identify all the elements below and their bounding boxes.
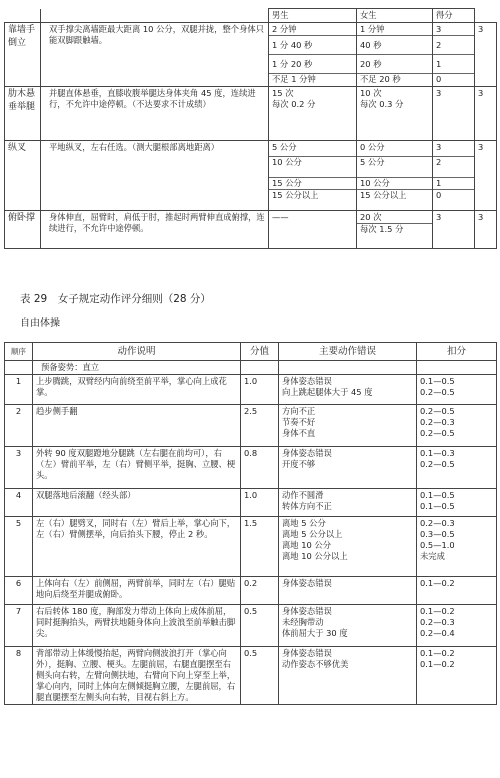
error-item: 身体姿态错误 (282, 606, 332, 616)
female-standard: 不足 20 秒 (360, 74, 401, 84)
free-exercise-label: 自由体操 (20, 318, 60, 329)
deduction-item: 0.1—0.5 (420, 490, 455, 500)
step-value: 1.0 (241, 489, 279, 517)
score-header: 得分 (433, 9, 475, 23)
table-row (5, 577, 497, 605)
row-total: 3 (475, 141, 497, 211)
row-total: 3 (475, 87, 497, 141)
score-value: 3 (433, 211, 475, 249)
error-item: 身体不直 (282, 428, 316, 438)
male-female-scoring-table (4, 8, 497, 249)
female-standard: 每次 0.3 分 (360, 99, 404, 109)
error-item: 方向不正 (282, 406, 316, 416)
step-description: 上步腾跳，双臂经内向前绕至前平举，掌心向上成花掌。 (33, 375, 241, 405)
deduction-item: 0.1—0.2 (420, 606, 455, 616)
male-standard: 15 公分以上 (272, 190, 319, 200)
deduction-item: 未完成 (420, 551, 445, 561)
step-value: 0.5 (241, 605, 279, 647)
female-standard: 20 秒 (357, 55, 432, 74)
deduction-item: 0.1—0.3 (420, 448, 455, 458)
table-row (5, 489, 497, 517)
male-standard: 15 公分 (269, 178, 356, 190)
error-item: 身体姿态错误 (282, 648, 332, 658)
step-value: 0.8 (241, 447, 279, 489)
score-value: 0 (436, 190, 442, 200)
step-value: 1.0 (241, 375, 279, 405)
item-name: 俯卧撑 (5, 211, 41, 249)
error-item: 离地 10 公分以上 (282, 551, 348, 561)
table-29-title: 表 29 女子规定动作评分细则（28 分） (20, 293, 211, 305)
score-value: 3 (433, 24, 474, 36)
step-description: 上体向右（左）前侧屈，两臂前举，同时左（右）腿贴地向后绕至并腿成俯卧。 (33, 577, 241, 605)
score-value: 2 (433, 157, 474, 178)
male-header: 男生 (269, 9, 357, 23)
deduction-item: 0.1—0.2 (420, 648, 455, 658)
table-row (5, 211, 497, 249)
score-value: 3 (433, 87, 475, 141)
deduction-item: 0.2—0.3 (420, 518, 455, 528)
step-value: 0.2 (241, 577, 279, 605)
table-header-row (5, 343, 497, 361)
description-header: 动作说明 (33, 343, 241, 361)
value-header: 分值 (241, 343, 279, 361)
step-description: 趋步侧手翻 (33, 405, 241, 447)
table-row (5, 375, 497, 405)
error-item: 身体姿态错误 (282, 448, 332, 458)
item-name: 纵叉 (5, 141, 41, 211)
male-standard: —— (269, 211, 357, 249)
error-item: 体前屈大于 30 度 (282, 628, 348, 638)
male-standard: 2 分钟 (269, 24, 356, 36)
deduction-item: 0.1—0.2 (417, 577, 497, 605)
errors-header: 主要动作错误 (279, 343, 417, 361)
female-standard: 40 秒 (357, 36, 432, 55)
step-value: 0.5 (241, 647, 279, 705)
deduction-item: 0.2—0.5 (420, 387, 455, 397)
table-row (5, 23, 497, 87)
deduction-header: 扣分 (417, 343, 497, 361)
step-number: 8 (5, 647, 33, 705)
score-value: 1 (433, 178, 474, 190)
female-standard: 10 次 (360, 88, 382, 98)
deduction-item: 0.2—0.5 (420, 428, 455, 438)
step-number: 7 (5, 605, 33, 647)
deduction-item: 0.5—1.0 (420, 540, 455, 550)
male-standard: 每次 0.2 分 (272, 99, 316, 109)
step-description: 背部带动上体缓慢抬起，两臂向侧波浪打开（掌心向外），挺胸、立腰、梗头。左腿前屈，右腿直腿摆至右侧头向右转，左臂向侧扶地，右臂向下向上穿至上举，掌心向内，同时上体向左侧倾挺胸立腰，左腿前屈，右腿直腿摆至左侧头向右转，目视右斜上方。 (33, 647, 241, 705)
prep-posture: 预备姿势：直立 (33, 361, 241, 375)
step-number: 3 (5, 447, 33, 489)
error-item: 离地 5 公分 (282, 518, 326, 528)
item-description: 平地纵叉，左右任选。（测大腿根部离地距离） (41, 141, 269, 211)
step-number: 5 (5, 517, 33, 577)
table-row (5, 87, 497, 141)
step-number: 6 (5, 577, 33, 605)
deduction-item: 0.2—0.4 (420, 628, 455, 638)
step-number: 2 (5, 405, 33, 447)
step-description: 双腿落地后滚翻（经头部） (33, 489, 241, 517)
table-row (5, 647, 497, 705)
male-standard: 5 公分 (269, 142, 356, 157)
deduction-item: 0.1—0.5 (420, 501, 455, 511)
deduction-item: 0.1—0.5 (420, 376, 455, 386)
male-standard: 15 次 (272, 88, 294, 98)
deduction-item: 0.2—0.5 (420, 459, 455, 469)
male-standard: 1 分 20 秒 (269, 55, 356, 74)
female-standard: 1 分钟 (357, 24, 432, 36)
female-standard: 5 公分 (357, 157, 432, 178)
deduction-item: 0.2—0.3 (420, 617, 455, 627)
table-row (5, 605, 497, 647)
score-value: 2 (433, 36, 474, 55)
step-number: 4 (5, 489, 33, 517)
row-total: 3 (475, 23, 497, 87)
deduction-item: 0.1—0.2 (420, 659, 455, 669)
error-item: 身体姿态错误 (282, 376, 332, 386)
deduction-item: 0.2—0.3 (420, 417, 455, 427)
score-value: 0 (436, 74, 442, 84)
table-row (5, 141, 497, 211)
error-item: 动作不圆滑 (282, 490, 324, 500)
error-item: 离地 10 公分 (282, 540, 332, 550)
item-name: 靠墙手倒立 (5, 23, 41, 87)
step-description: 外转 90 度双腿蹬地分腿跳（左右腿在前均可），右（左）臂前平举，左（右）臂侧平举，挺胸、立腰、梗头。 (33, 447, 241, 489)
error-item: 节奏不好 (282, 417, 316, 427)
deduction-item: 0.3—0.5 (420, 529, 455, 539)
prep-row (5, 361, 497, 375)
error-item: 向上跳起腿体大于 45 度 (282, 387, 373, 397)
male-standard: 10 公分 (269, 157, 356, 178)
female-routine-table (4, 342, 497, 705)
score-value: 3 (433, 142, 474, 157)
table-header-row (5, 9, 497, 23)
step-description: 右后转体 180 度，胸部发力带动上体向上成体前屈，同时挺胸抬头，两臂扶地随身体向上波浪至前举触击脚尖。 (33, 605, 241, 647)
error-item: 转体方向不正 (282, 501, 332, 511)
female-standard: 15 公分以上 (360, 190, 407, 200)
error-item: 身体姿态错误 (279, 577, 417, 605)
step-value: 1.5 (241, 517, 279, 577)
step-number: 1 (5, 375, 33, 405)
table-row (5, 447, 497, 489)
table-row (5, 517, 497, 577)
female-standard: 每次 1.5 分 (360, 224, 404, 234)
error-item: 动作姿态不够优美 (282, 659, 349, 669)
row-total: 3 (475, 211, 497, 249)
step-value: 2.5 (241, 405, 279, 447)
item-name: 肋木悬垂举腿 (5, 87, 41, 141)
error-item: 未经胸带动 (282, 617, 324, 627)
male-standard: 不足 1 分钟 (272, 74, 316, 84)
item-description: 并腿直体悬垂，直膝收腹举腿达身体夹角 45 度，连续进行，不允许中途停顿。（不达要求不计成绩） (41, 87, 269, 141)
error-item: 开度不够 (282, 459, 316, 469)
female-header: 女生 (357, 9, 433, 23)
step-description: 左（右）腿劈叉，同时右（左）臂后上举，掌心向下，左（右）臂侧摆举，向后抬头下腰，停止 2 秒。 (33, 517, 241, 577)
item-description: 身体伸直，屈臂时，肩低于肘，推起时两臂伸直成俯撑，连续进行，不允许中途停顿。 (41, 211, 269, 249)
deduction-item: 0.2—0.5 (420, 406, 455, 416)
item-description: 双手撑尖离墙距最大距离 10 公分，双腿并拢，整个身体只能双脚跟触墙。 (41, 23, 269, 87)
score-value: 1 (433, 55, 474, 74)
order-header: 顺序 (5, 343, 33, 361)
female-standard: 10 公分 (357, 178, 432, 190)
table-row (5, 405, 497, 447)
female-standard: 0 公分 (357, 142, 432, 157)
error-item: 离地 5 公分以上 (282, 529, 343, 539)
male-standard: 1 分 40 秒 (269, 36, 356, 55)
female-standard: 20 次 (357, 212, 432, 224)
